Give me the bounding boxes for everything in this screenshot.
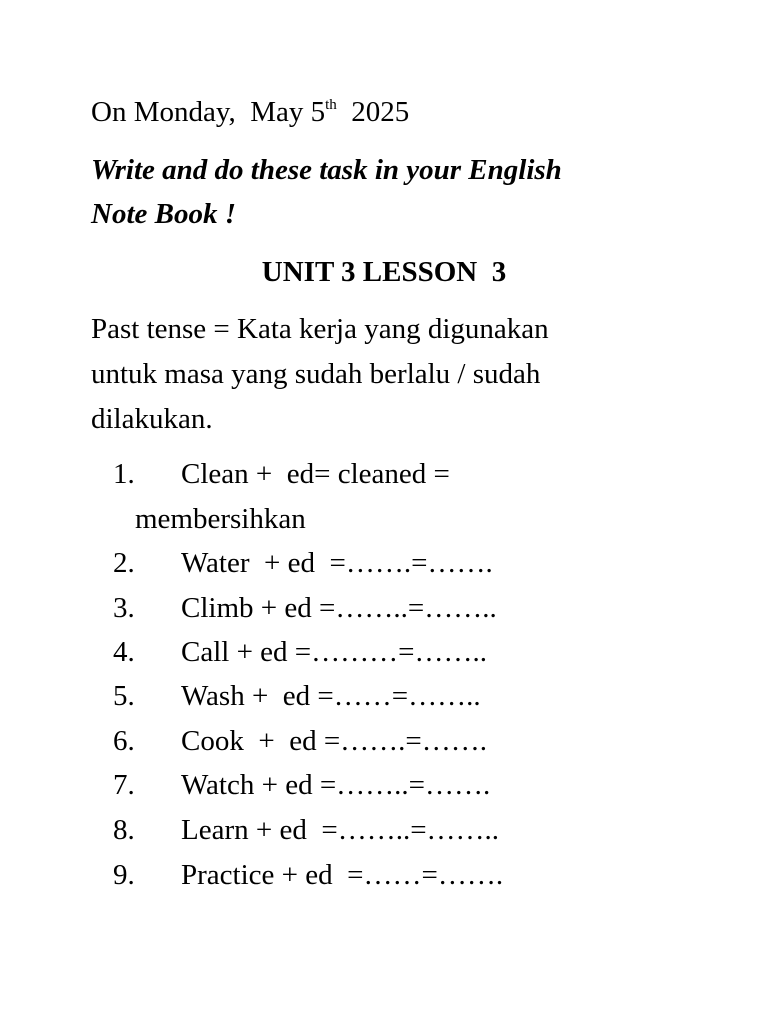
item-number: 3.: [113, 592, 135, 624]
unit-title: UNIT 3 LESSON 3: [261, 256, 507, 288]
definition-line-2: untuk masa yang sudah berlalu / sudah: [91, 358, 541, 390]
list-item: [0, 861, 768, 897]
item-text: Practice + ed =……=…….: [181, 859, 504, 891]
item-text: Clean + ed= cleaned =: [181, 458, 450, 490]
list-item: [0, 594, 768, 630]
item-number: 5.: [113, 680, 135, 712]
item-number: 6.: [113, 725, 135, 757]
definition-line-1: Past tense = Kata kerja yang digunakan: [91, 313, 549, 345]
item-number: 9.: [113, 859, 135, 891]
list-item: [0, 460, 768, 496]
date-line: [91, 98, 409, 127]
item-text: Cook + ed =…….=…….: [181, 725, 488, 757]
instruction-line-2: Note Book !: [91, 198, 236, 230]
item-text: Watch + ed =……..=…….: [181, 769, 491, 801]
item-number: 7.: [113, 769, 135, 801]
date-year: 2025: [336, 96, 410, 128]
item-number: 2.: [113, 547, 135, 579]
definition-line-3: dilakukan.: [91, 403, 213, 435]
item-text: Water + ed =…….=…….: [181, 547, 493, 579]
item-text: Wash + ed =……=……..: [181, 680, 481, 712]
item-text: Call + ed =………=……..: [181, 636, 488, 668]
item-continuation: membersihkan: [135, 503, 306, 535]
list-item: [0, 549, 768, 585]
item-text: Climb + ed =……..=……..: [181, 592, 497, 624]
date-text: On Monday, May 5: [91, 96, 326, 128]
item-number: 8.: [113, 814, 135, 846]
list-item: [0, 682, 768, 718]
list-item: [0, 727, 768, 763]
list-item: [0, 638, 768, 674]
instruction-line-1: Write and do these task in your English: [91, 154, 562, 186]
item-number: 1.: [113, 458, 135, 490]
item-text: Learn + ed =……..=……..: [181, 814, 500, 846]
list-item: [0, 771, 768, 807]
date-ordinal-suffix: th: [325, 97, 337, 113]
item-number: 4.: [113, 636, 135, 668]
list-item: [0, 816, 768, 852]
